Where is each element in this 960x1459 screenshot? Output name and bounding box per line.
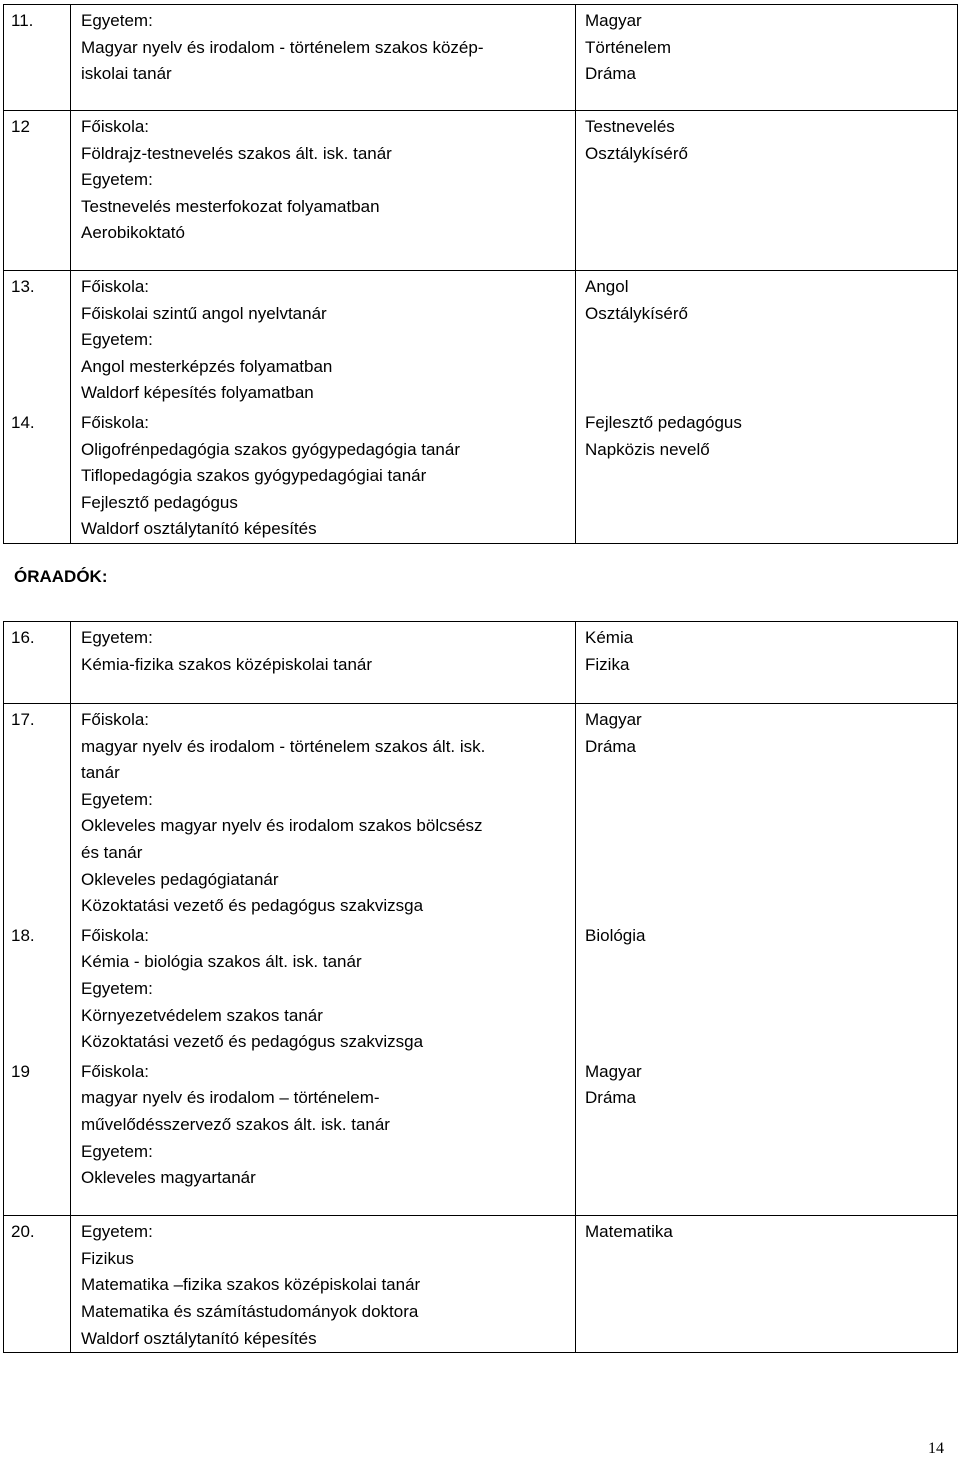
subject-line: Dráma [585,1088,637,1108]
qualification-line: Waldorf osztálytanító képesítés [81,1328,317,1348]
qualification-line: Főiskola: [81,925,150,945]
table-row [4,111,958,271]
qualification-cell [71,111,576,271]
qualification-line: Kémia-fizika szakos középiskolai tanár [81,654,373,674]
staff-table-main-body [4,5,958,544]
qualification-line: Főiskola: [81,412,150,432]
subject-line: Magyar [585,11,642,30]
table-row [4,920,958,1056]
row-number: 19 [4,1056,71,1216]
qualification-line: Kémia - biológia szakos ált. isk. tanár [81,952,362,972]
qualification-line: Waldorf osztálytanító képesítés [81,519,317,539]
qualification-line: Egyetem: [81,11,153,30]
qualification-line: Főiskola: [81,1061,150,1081]
table-row [4,271,958,407]
row-number: 16. [4,622,71,704]
subject-line: Magyar [585,710,642,729]
qualification-line: Aerobikoktató [81,223,185,243]
subjects-cell [576,920,958,1056]
subject-line: Napközis nevelő [585,439,710,459]
qualification-line: és tanár [81,842,143,862]
subject-line: Angol [585,277,629,296]
qualification-line: Matematika és számítástudományok doktora [81,1302,419,1321]
qualification-line: művelődésszervező szakos ált. isk. tanár [81,1114,390,1134]
subjects-cell [576,704,958,920]
qualification-line: tanár [81,763,120,783]
subject-line: Osztálykísérő [585,143,688,163]
row-number: 13. [4,271,71,407]
qualification-line: Főiskola: [81,710,150,729]
subject-line: Történelem [585,37,671,57]
qualification-cell [71,407,576,543]
qualification-line: Környezetvédelem szakos tanár [81,1005,323,1025]
qualification-line: Főiskolai szintű angol nyelvtanár [81,303,327,323]
table-row [4,622,958,704]
qualification-line: Okleveles pedagógiatanár [81,869,279,889]
subject-line: Fejlesztő pedagógus [585,412,742,432]
qualification-line: Közoktatási vezető és pedagógus szakvizsga [81,1032,424,1052]
qualification-line: Földrajz-testnevelés szakos ált. isk. tanár [81,143,392,163]
qualification-line: Egyetem: [81,978,153,998]
qualification-cell [71,920,576,1056]
row-number: 20. [4,1216,71,1353]
row-number: 14. [4,407,71,543]
subject-line: Dráma [585,736,637,756]
qualification-line: Okleveles magyar nyelv és irodalom szakos bölcsész [81,816,483,836]
qualification-line: Testnevelés mesterfokozat folyamatban [81,196,380,216]
subject-line: Osztálykísérő [585,303,688,323]
qualification-line: Egyetem: [81,789,153,809]
table-row [4,704,958,920]
qualification-line: Matematika –fizika szakos középiskolai tanár [81,1275,421,1295]
qualification-line: magyar nyelv és irodalom – történelem- [81,1088,380,1108]
subjects-cell [576,407,958,543]
qualification-line: Főiskola: [81,277,150,296]
qualification-line: Főiskola: [81,117,150,136]
qualification-line: Fejlesztő pedagógus [81,492,238,512]
qualification-cell [71,271,576,407]
subjects-cell [576,1216,958,1353]
qualification-line: iskolai tanár [81,64,172,84]
qualification-line: Waldorf képesítés folyamatban [81,383,314,403]
qualification-line: Angol mesterképzés folyamatban [81,356,333,376]
subjects-cell [576,271,958,407]
subject-line: Kémia [585,628,634,647]
qualification-cell [71,704,576,920]
table-row [4,1216,958,1353]
qualification-line: Okleveles magyartanár [81,1168,256,1188]
row-number: 18. [4,920,71,1056]
subject-line: Magyar [585,1061,642,1081]
qualification-cell [71,5,576,111]
subjects-cell [576,111,958,271]
qualification-cell [71,1216,576,1353]
section-heading-oraadok: ÓRAADÓK: [14,567,108,586]
qualification-line: Egyetem: [81,1141,153,1161]
subject-line: Dráma [585,64,637,84]
row-number: 12 [4,111,71,271]
subject-line: Biológia [585,925,646,945]
subjects-cell [576,5,958,111]
qualification-line: Közoktatási vezető és pedagógus szakvizsga [81,896,424,916]
qualification-line: Magyar nyelv és irodalom - történelem szakos közép- [81,37,484,57]
qualification-line: Egyetem: [81,170,153,190]
table-row [4,407,958,543]
page-number: 14 [928,1440,944,1457]
qualification-line: Tiflopedagógia szakos gyógypedagógiai tanár [81,466,427,486]
subject-line: Matematika [585,1222,673,1242]
qualification-line: Egyetem: [81,330,153,350]
qualification-line: Oligofrénpedagógia szakos gyógypedagógia tanár [81,439,460,459]
qualification-line: Egyetem: [81,1222,153,1242]
row-number: 17. [4,704,71,920]
qualification-cell [71,1056,576,1216]
qualification-cell [71,622,576,704]
qualification-line: Egyetem: [81,628,153,647]
qualification-line: magyar nyelv és irodalom - történelem szakos ált. isk. [81,736,486,756]
subject-line: Fizika [585,654,630,674]
subject-line: Testnevelés [585,117,675,136]
staff-table-part-time-body [4,622,958,1353]
subjects-cell [576,622,958,704]
table-row [4,1056,958,1216]
row-number: 11. [4,5,71,111]
staff-table-part-time [3,621,958,1353]
subjects-cell [576,1056,958,1216]
qualification-line: Fizikus [81,1248,134,1268]
staff-table-main [3,4,958,544]
table-row [4,5,958,111]
